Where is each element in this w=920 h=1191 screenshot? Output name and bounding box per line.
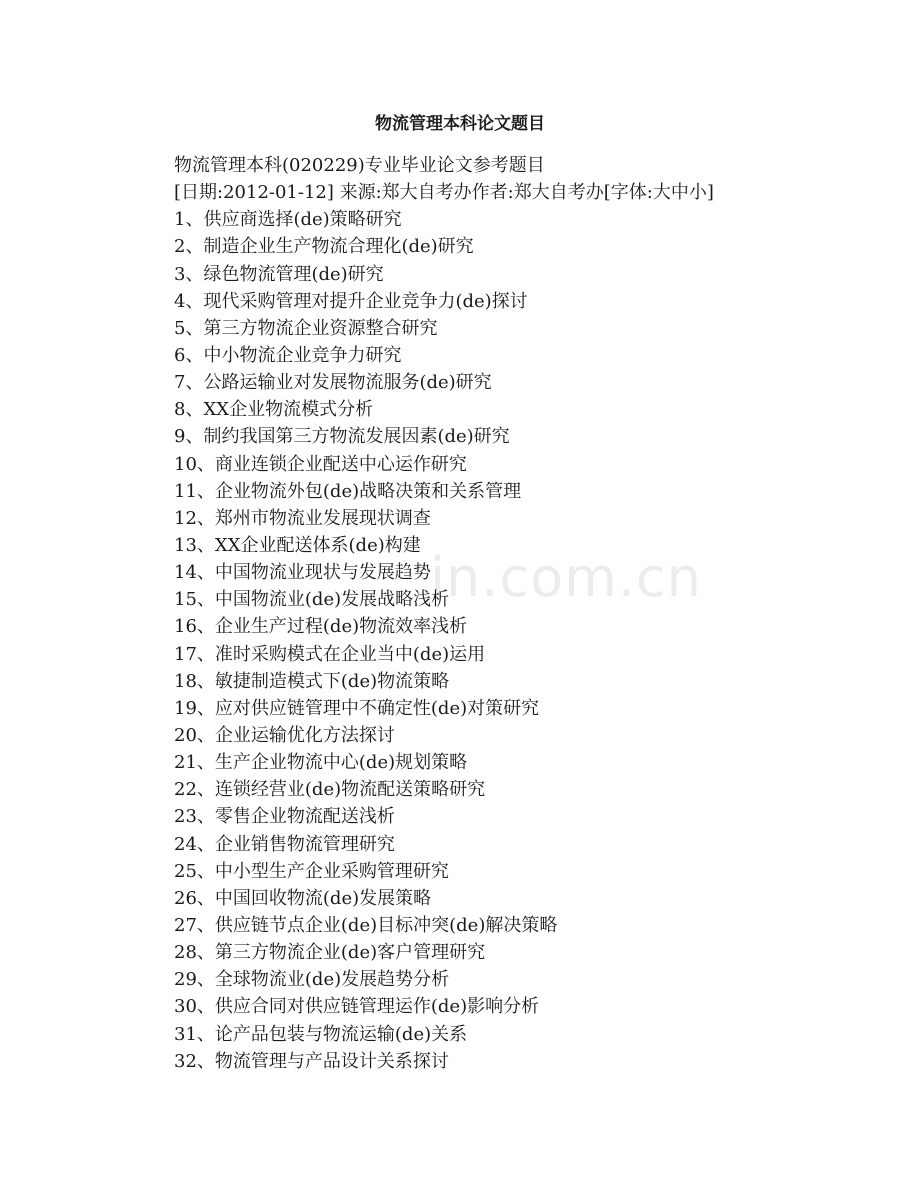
document-meta: [日期:2012-01-12] 来源:郑大自考办作者:郑大自考办[字体:大中小] (174, 182, 714, 204)
topic-list (174, 206, 834, 1075)
topic-item: 21、生产企业物流中心(de)规划策略 (174, 752, 468, 774)
topic-item: 3、绿色物流管理(de)研究 (174, 263, 384, 285)
topic-item: 29、全球物流业(de)发展趋势分析 (174, 969, 450, 991)
topic-item: 16、企业生产过程(de)物流效率浅析 (174, 616, 468, 638)
topic-item: 12、郑州市物流业发展现状调查 (174, 507, 431, 529)
topic-item: 5、第三方物流企业资源整合研究 (174, 317, 438, 339)
topic-item: 8、XX企业物流模式分析 (174, 399, 374, 421)
topic-item: 11、企业物流外包(de)战略决策和关系管理 (174, 480, 522, 502)
topic-item: 25、中小型生产企业采购管理研究 (174, 860, 449, 882)
topic-item: 1、供应商选择(de)策略研究 (174, 209, 402, 231)
topic-item: 23、零售企业物流配送浅析 (174, 806, 395, 828)
topic-item: 6、中小物流企业竞争力研究 (174, 344, 402, 366)
topic-item: 13、XX企业配送体系(de)构建 (174, 534, 421, 556)
topic-item: 26、中国回收物流(de)发展策略 (174, 887, 432, 909)
topic-item: 32、物流管理与产品设计关系探讨 (174, 1050, 449, 1072)
topic-item: 4、现代采购管理对提升企业竞争力(de)探讨 (174, 290, 528, 312)
topic-item: 18、敏捷制造模式下(de)物流策略 (174, 670, 450, 692)
watermark: in.com.cn (430, 546, 702, 609)
topic-item: 14、中国物流业现状与发展趋势 (174, 562, 431, 584)
topic-item: 20、企业运输优化方法探讨 (174, 724, 395, 746)
topic-item: 27、供应链节点企业(de)目标冲突(de)解决策略 (174, 914, 558, 936)
topic-item: 7、公路运输业对发展物流服务(de)研究 (174, 372, 492, 394)
topic-item: 30、供应合同对供应链管理运作(de)影响分析 (174, 996, 540, 1018)
document-body (174, 152, 834, 1075)
document-title: 物流管理本科论文题目 (375, 114, 545, 134)
topic-item: 2、制造企业生产物流合理化(de)研究 (174, 236, 474, 258)
topic-item: 31、论产品包装与物流运输(de)关系 (174, 1023, 468, 1045)
document-subtitle: 物流管理本科(020229)专业毕业论文参考题目 (174, 155, 545, 176)
topic-item: 17、准时采购模式在企业当中(de)运用 (174, 643, 486, 665)
topic-item: 24、企业销售物流管理研究 (174, 833, 395, 855)
topic-item: 9、制约我国第三方物流发展因素(de)研究 (174, 426, 510, 448)
topic-item: 15、中国物流业(de)发展战略浅析 (174, 589, 450, 611)
topic-item: 19、应对供应链管理中不确定性(de)对策研究 (174, 697, 540, 719)
topic-item: 10、商业连锁企业配送中心运作研究 (174, 453, 467, 475)
topic-item: 22、连锁经营业(de)物流配送策略研究 (174, 779, 486, 801)
topic-item: 28、第三方物流企业(de)客户管理研究 (174, 942, 486, 964)
